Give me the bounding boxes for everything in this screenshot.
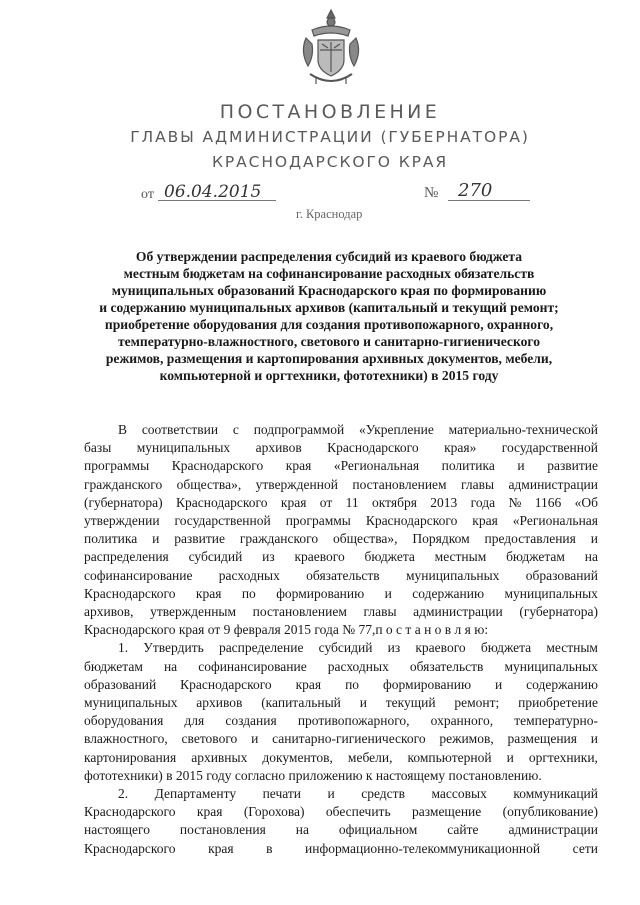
body-word: муниципальных: [504, 585, 598, 601]
body-word: главы: [363, 604, 397, 620]
body-word: по: [241, 585, 256, 601]
body-word: и: [590, 731, 598, 747]
body-word: Краснодарского: [180, 676, 272, 692]
body-word: края: [195, 585, 222, 601]
body-line: [84, 585, 598, 603]
body-word: обязательств: [306, 567, 380, 583]
body-word: размещения: [507, 731, 577, 747]
body-word: Краснодарского: [365, 513, 458, 529]
issuer-heading: ГЛАВЫ АДМИНИСТРАЦИИ (ГУБЕРНАТОРА): [130, 128, 530, 146]
body-word: бюджета: [480, 640, 532, 656]
body-word: 1166: [534, 494, 562, 510]
body-word: режимов,: [439, 731, 494, 747]
body-word: по: [345, 676, 360, 692]
body-word: общества»,: [176, 476, 242, 492]
body-word: из: [387, 640, 401, 656]
body-word: субсидий: [188, 549, 243, 565]
body-line: [84, 476, 598, 494]
body-line: [84, 840, 598, 858]
body-word: софинансирование: [198, 658, 307, 674]
body-word: создания: [225, 713, 277, 729]
body-word: текущий: [385, 695, 436, 711]
body-word: и: [327, 786, 335, 802]
body-word: противопожарного,: [297, 713, 410, 729]
body-word: мебели,: [347, 749, 393, 765]
body-line: [84, 439, 598, 457]
body-word: развитие: [174, 531, 225, 547]
body-word: утверждении: [84, 513, 160, 529]
body-word: года: [470, 494, 496, 510]
title-line: местным бюджетам на софинансирование расходных обязательств: [123, 266, 535, 281]
body-word: постановлением: [352, 476, 447, 492]
body-line: фототехники) в 2015 году согласно приложению к настоящему постановлению.: [84, 767, 542, 783]
body-line: [84, 457, 598, 475]
body-word: соответствии: [141, 422, 219, 437]
body-line: [84, 821, 598, 839]
body-line: [84, 639, 598, 657]
body-line: [84, 658, 598, 676]
body-word: местным: [546, 640, 598, 656]
body-word: официальном: [338, 822, 418, 838]
body-word: «Региональная: [333, 458, 420, 474]
body-word: администрации: [413, 604, 503, 620]
body-word: предоставления: [484, 531, 576, 547]
body-word: картонирования: [84, 749, 177, 765]
body-word: и: [506, 749, 514, 765]
body-word: архивов,: [84, 604, 134, 620]
body-word: края: [285, 458, 312, 474]
body-word: утвержденным: [150, 604, 237, 620]
body-word: формированию: [276, 585, 365, 601]
region-heading: КРАСНОДАРСКОГО КРАЯ: [211, 153, 449, 171]
body-line: [84, 749, 598, 767]
body-line: [84, 712, 598, 730]
body-word: администрации: [508, 822, 598, 838]
body-word: бюджета: [364, 549, 415, 565]
body-word: обеспечить: [325, 804, 391, 820]
body-word: муниципальных: [405, 567, 500, 583]
title-line: Об утверждении распределения субсидий из краевого бюджета: [135, 249, 523, 264]
body-word: субсидий: [318, 640, 373, 656]
body-word: развитие: [547, 458, 598, 474]
doc-type-heading: ПОСТАНОВЛЕНИЕ: [219, 101, 441, 123]
body-word: от: [319, 494, 333, 510]
body-word: печати: [262, 786, 302, 802]
body-line: [84, 567, 598, 585]
body-word: содержанию: [526, 676, 598, 692]
body-word: (губернатора): [84, 494, 163, 510]
body-word: материально-технической: [448, 422, 598, 437]
body-word: Краснодарского: [176, 494, 268, 510]
body-word: бюджетам: [84, 658, 143, 674]
body-word: Краснодарского: [84, 804, 176, 820]
body-word: массовых: [431, 786, 487, 802]
body-word: края: [280, 494, 307, 510]
body-word: (капитальный: [261, 695, 341, 711]
body-word: местным: [434, 549, 487, 565]
body-word: средств: [361, 786, 405, 802]
body-word: информационно-телекоммуникационной: [305, 840, 541, 856]
body-word: формированию: [383, 676, 472, 692]
body-word: расходных: [218, 567, 280, 583]
document-title: [90, 248, 568, 384]
body-word: Краснодарского: [84, 840, 176, 856]
body-word: и: [517, 458, 525, 474]
body-word: (губернатора): [519, 604, 598, 620]
body-word: с: [232, 422, 239, 437]
body-word: 11: [345, 494, 359, 510]
body-word: октября: [372, 494, 417, 510]
body-word: охранного,: [430, 713, 494, 729]
title-line: компьютерной и оргтехники, фототехники) в 2015 году: [159, 368, 499, 383]
body-line: [84, 421, 598, 439]
number-value: 270: [458, 180, 493, 201]
body-word: края»: [444, 440, 477, 456]
body-word: и: [590, 531, 598, 547]
body-line: [84, 494, 598, 512]
body-word: и: [359, 695, 367, 711]
body-word: государственной: [174, 513, 271, 529]
title-line: температурно-влажностного, светового и санитарно-гигиенического: [117, 334, 541, 349]
body-word: края: [472, 513, 498, 529]
body-word: В: [118, 422, 128, 437]
body-word: температурно-: [514, 713, 598, 729]
body-word: базы: [84, 440, 112, 456]
title-line: режимов, размещения и картопирования архивных документов, мебели,: [105, 351, 553, 366]
body-word: №: [508, 494, 522, 510]
body-word: образований: [525, 567, 598, 583]
body-word: края: [196, 804, 223, 820]
body-word: и: [251, 731, 259, 747]
body-word: оборудования: [84, 713, 164, 729]
body-word: программы: [84, 458, 150, 474]
body-word: 2013: [430, 494, 458, 510]
body-word: расходных: [327, 658, 389, 674]
body-word: настоящего: [84, 822, 150, 838]
body-word: распределение: [218, 640, 304, 656]
body-word: светового: [181, 731, 238, 747]
body-word: краевого: [294, 549, 345, 565]
body-word: из: [262, 549, 275, 565]
body-word: и: [384, 585, 392, 601]
body-word: влажностного,: [84, 731, 168, 747]
body-line: [84, 530, 598, 548]
body-word: общества»,: [332, 531, 398, 547]
body-word: гражданского: [239, 531, 319, 547]
body-word: края: [295, 676, 322, 692]
body-word: содержанию: [412, 585, 485, 601]
body-line: [84, 548, 598, 566]
body-word: сети: [572, 840, 598, 856]
body-word: бюджетам: [506, 549, 565, 565]
body-word: 1.: [118, 640, 129, 656]
body-word: распределения: [84, 549, 169, 565]
body-word: муниципальных: [136, 440, 231, 456]
city-label: г. Краснодар: [296, 207, 363, 221]
body-word: (Горохова): [243, 804, 305, 820]
body-line: [84, 512, 598, 530]
body-word: Порядком: [412, 531, 470, 547]
body-word: образований: [84, 676, 157, 692]
body-word: приобретение: [518, 695, 598, 711]
title-line: и содержанию муниципальных архивов (капитальный и текущий ремонт;: [99, 300, 559, 315]
body-word: краевого: [415, 640, 466, 656]
body-word: политика: [84, 531, 138, 547]
body-word: обязательств: [409, 658, 484, 674]
body-word: муниципальных: [84, 695, 178, 711]
body-word: (опубликование): [502, 804, 598, 820]
body-word: архивных: [191, 749, 248, 765]
body-word: на: [295, 822, 309, 838]
number-label: №: [424, 185, 439, 201]
body-word: Краснодарского: [84, 585, 176, 601]
body-word: гражданского: [84, 476, 163, 492]
body-line: [84, 785, 598, 803]
body-line: [84, 730, 598, 748]
body-word: санитарно-гигиенического: [272, 731, 426, 747]
body-word: ремонт;: [454, 695, 500, 711]
body-word: Краснодарского: [327, 440, 419, 456]
body-word: администрации: [508, 476, 598, 492]
body-word: «Об: [574, 494, 598, 510]
body-word: архивов: [255, 440, 302, 456]
body-line: Краснодарского края от 9 февраля 2015 года № 77,п о с т а н о в л я ю:: [84, 622, 489, 638]
body-word: размещение: [412, 804, 482, 820]
date-label: от: [141, 187, 154, 202]
body-word: коммуникаций: [513, 786, 598, 802]
body-word: программы: [285, 513, 351, 529]
body-word: оргтехники,: [528, 749, 598, 765]
body-word: и: [152, 531, 160, 547]
body-word: постановлением: [252, 604, 347, 620]
body-word: края: [208, 840, 234, 856]
body-word: Утвердить: [143, 640, 204, 656]
body-line: [84, 603, 598, 621]
body-word: на: [163, 658, 178, 674]
body-word: документов,: [262, 749, 333, 765]
body-word: государственной: [501, 440, 598, 456]
body-line: [84, 694, 598, 712]
body-word: «Укрепление: [359, 422, 434, 437]
body-word: в: [266, 840, 273, 856]
body-word: софинансирование: [84, 567, 193, 583]
body-word: постановления: [179, 822, 266, 838]
body-word: компьютерной: [407, 749, 492, 765]
body-line: [84, 803, 598, 821]
date-value: 06.04.2015: [164, 182, 262, 202]
body-word: подпрограммой: [253, 422, 345, 437]
title-line: муниципальных образований Краснодарского края по формированию: [111, 283, 547, 298]
body-word: муниципальных: [504, 658, 598, 674]
body-word: утвержденной: [255, 476, 338, 492]
body-word: на: [584, 549, 598, 565]
document-body: [84, 421, 598, 858]
body-word: сайте: [447, 822, 479, 838]
body-word: Краснодарского: [171, 458, 264, 474]
body-word: Департаменту: [154, 786, 237, 802]
body-word: «Региональная: [512, 513, 598, 529]
body-word: архивов: [196, 695, 243, 711]
body-word: для: [184, 713, 205, 729]
body-word: 2.: [118, 786, 129, 802]
body-word: политика: [441, 458, 495, 474]
body-line: [84, 676, 598, 694]
body-word: и: [494, 676, 503, 692]
coat-of-arms-icon: [298, 8, 364, 88]
title-line: приобретение оборудования для создания противопожарного, охранного,: [104, 317, 554, 332]
body-word: главы: [461, 476, 495, 492]
